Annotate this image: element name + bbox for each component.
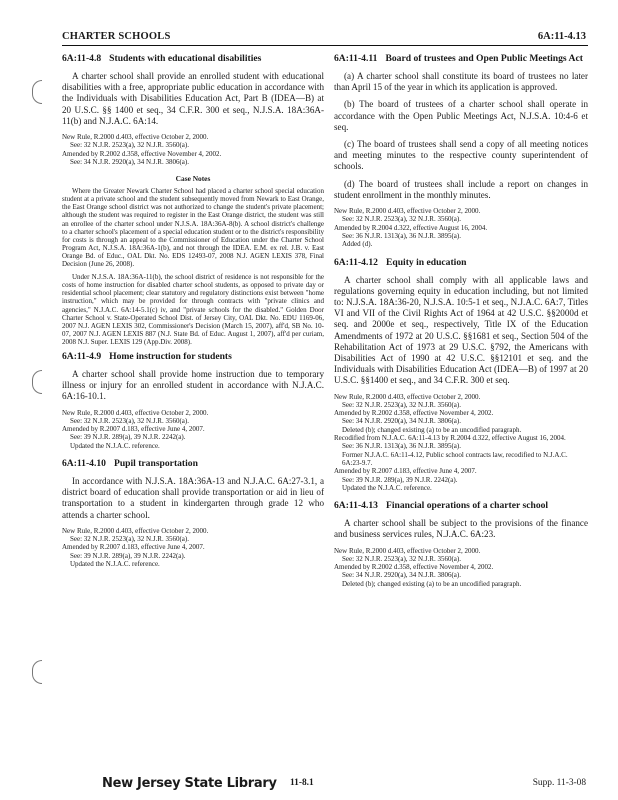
history-line: Amended by R.2007 d.183, effective June 4, 2007. (62, 425, 205, 434)
section-6a-11-4-8 (62, 53, 324, 346)
history-note (334, 547, 588, 588)
section-paragraph: (c) The board of trustees shall send a copy of all meeting notices and meeting minutes to the respective county superintendent of schools. (334, 139, 588, 172)
history-line: New Rule, R.2000 d.403, effective October 2, 2000. (62, 526, 209, 535)
history-line: See: 36 N.J.R. 1313(a), 36 N.J.R. 3895(a). (342, 231, 461, 240)
history-line: See: 32 N.J.R. 2523(a), 32 N.J.R. 3560(a). (70, 141, 189, 150)
history-line: Amended by R.2004 d.322, effective August 16, 2004. (334, 223, 488, 232)
history-line: New Rule, R.2000 d.403, effective October 2, 2000. (62, 133, 209, 142)
history-line: Deleted (b); changed existing (a) to be an uncodified paragraph. (342, 579, 522, 588)
section-heading (334, 500, 588, 512)
history-line: Amended by R.2002 d.358, effective November 4, 2002. (334, 563, 494, 572)
history-line: Added (d). (342, 240, 373, 249)
section-paragraph: A charter school shall comply with all applicable laws and regulations governing equity in education including, but not limited to: N.J.S.A. 18A:36-20, N.J.S.A. 10:5-1 et seq., N.J.A.C. 6A:7, Titles VI and VII of the Civil Rights Act of 1964 at 42 U.S.C. §§2000d et seq. and 2000e et seq., respectively, Title IX of the Education Amendments of 1972 at 20 U.S.C. §§1681 et seq., Section 504 of the Rehabilitation Act of 1973 at 29 U.S.C. §792, the Americans with Disabilities Act of 1990 at 42 U.S.C. §§12101 et seq. and the Individuals with Disabilities Education Act (IDEA—B) of 1997 at 20 U.S.C. §§1400 et seq., and 34 C.F.R. 300 et seq. (334, 274, 588, 386)
section-6a-11-4-13 (334, 500, 588, 588)
section-number: 6A:11-4.9 (62, 350, 102, 362)
section-heading (334, 53, 588, 65)
history-line: See: 34 N.J.R. 2920(a), 34 N.J.R. 3806(a). (342, 417, 461, 426)
section-number: 6A:11-4.12 (334, 256, 378, 268)
history-line: See: 32 N.J.R. 2523(a), 32 N.J.R. 3560(a). (342, 554, 461, 563)
history-note (334, 393, 588, 493)
history-note (62, 133, 324, 166)
history-line: Updated the N.J.A.C. reference. (70, 441, 160, 450)
left-column (62, 53, 324, 576)
section-title: Pupil transportation (113, 458, 198, 470)
header-rule (62, 45, 588, 46)
library-watermark: New Jersey State Library (102, 776, 277, 791)
history-line: See: 39 N.J.R. 289(a), 39 N.J.R. 2242(a). (70, 551, 186, 560)
section-number: 6A:11-4.13 (334, 500, 378, 512)
section-heading (62, 351, 324, 363)
history-note (334, 207, 588, 248)
section-paragraph: A charter school shall provide an enrolled student with educational disabilities with a free, appropriate public education in accordance with the Individuals with Disabilities Education Act, Part B (IDEA—B) at 20 U.S.C. §§ 1400 et seq., 34 C.F.R. 300 et seq., N.J.S.A. 18A:36A-11(b) and N.J.A.C. 6A:14. (62, 71, 324, 126)
history-line: Amended by R.2007 d.183, effective June 4, 2007. (334, 467, 477, 476)
section-title: Students with educational disabilities (109, 53, 262, 64)
section-title: Equity in education (385, 256, 467, 268)
section-6a-11-4-10 (62, 458, 324, 568)
section-paragraph: A charter school shall provide home instruction due to temporary illness or injury for an enrolled student in accordance with N.J.A.C. 6A:16-10.1. (62, 368, 324, 402)
section-paragraph: A charter school shall be subject to the provisions of the finance and business services rules, N.J.A.C. 6A:23. (334, 518, 588, 540)
section-number: 6A:11-4.8 (62, 53, 102, 64)
punch-hole-mark (32, 80, 42, 104)
history-line: See: 34 N.J.R. 2920(a), 34 N.J.R. 3806(a). (70, 157, 189, 166)
supplement-date: Supp. 11-3-08 (532, 778, 586, 788)
history-line: Former N.J.A.C. 6A:11-4.12, Public school contracts law, recodified to N.J.A.C. 6A:23-9.7. (342, 450, 568, 467)
case-note: Where the Greater Newark Charter School had placed a charter school special education student at a private school and the student subsequently moved from Newark to East Orange, the East Orange school district was not authorized to change the student's private placement; although the student was required to register in the East Orange district, the student was still an enrollee of the charter school under N.J.S.A. 18A:36A-8(b). A school district's challenge to a charter school's placement of a special education student or to the district's responsibility for costs is through an appeal to the Commissioner of Education under the Charter School Program Act, N.J.S.A. 18A:36A-1(b), and not through the IDEA. E.M. ex rel. J.B. v. East Orange Bd. of Educ., OAL Dkt. No. EDS 12493-07, 2008 N.J. AGEN LEXIS 378, Final Decision (June 26, 2008). (62, 187, 324, 269)
section-6a-11-4-11 (334, 53, 588, 249)
punch-hole-mark (32, 660, 42, 684)
history-line: See: 34 N.J.R. 2920(a), 34 N.J.R. 3806(a). (342, 571, 461, 580)
running-header-section: 6A:11-4.13 (537, 31, 586, 42)
history-line: Amended by R.2002 d.358, effective November 4, 2002. (334, 409, 494, 418)
section-paragraph: In accordance with N.J.S.A. 18A:36A-13 and N.J.A.C. 6A:27-3.1, a district board of education shall provide transportation or aid in lieu of transportation to a student in kindergarten through grade 12 who attends a charter school. (62, 476, 324, 520)
section-paragraph: (a) A charter school shall constitute its board of trustees no later than April 15 of the year in which its application is approved. (334, 71, 588, 93)
history-line: See: 32 N.J.R. 2523(a), 32 N.J.R. 3560(a). (342, 400, 461, 409)
case-note: Under N.J.S.A. 18A:36A-11(b), the school district of residence is not responsible for the costs of home instruction for disabled charter school students, as opposed to private day or residential school placement; clear statutory and regulatory distinctions exist between "home instruction," which may be provided for through contracts with "private clinics and agencies," N.J.A.C. 6A:14-5.1(c) iv, and "private schools for the disabled." Golden Door Charter School v. State-Operated School Dist. of Jersey City, OAL Dkt. No. EDU 1169-06, 2007 N.J. AGEN LEXIS 302, Commissioner's Decision (March 15, 2007), aff'd, SB No. 10-07, 2007 N.J. AGEN LEXIS 887 (N.J. State Bd. of Educ. August 1, 2007), aff'd per curiam, 2008 N.J. Super. LEXIS 129 (App.Div. 2008). (62, 273, 324, 346)
section-6a-11-4-12 (334, 257, 588, 493)
section-title: Financial operations of a charter school (385, 500, 549, 512)
section-paragraph: (b) The board of trustees of a charter school shall operate in accordance with the Open Public Meetings Act, N.J.S.A. 10:4-6 et seq. (334, 99, 588, 132)
section-heading (62, 458, 324, 470)
section-heading (334, 257, 588, 269)
history-line: New Rule, R.2000 d.403, effective October 2, 2000. (334, 546, 481, 555)
right-column (334, 53, 588, 596)
history-line: See: 36 N.J.R. 1313(a), 36 N.J.R. 3895(a). (342, 442, 461, 451)
history-note (62, 527, 324, 568)
history-line: New Rule, R.2000 d.403, effective October 2, 2000. (334, 207, 481, 216)
history-line: See: 32 N.J.R. 2523(a), 32 N.J.R. 3560(a). (70, 416, 189, 425)
history-line: New Rule, R.2000 d.403, effective October 2, 2000. (62, 408, 209, 417)
case-notes-heading: Case Notes (175, 174, 211, 184)
punch-hole-mark (32, 370, 42, 394)
history-line: Amended by R.2002 d.358, effective November 4, 2002. (62, 149, 222, 158)
history-line: See: 39 N.J.R. 289(a), 39 N.J.R. 2242(a). (70, 433, 186, 442)
history-line: See: 32 N.J.R. 2523(a), 32 N.J.R. 3560(a). (70, 535, 189, 544)
history-line: Amended by R.2007 d.183, effective June 4, 2007. (62, 543, 205, 552)
section-paragraph: (d) The board of trustees shall include a report on changes in student enrollment in the monthly minutes. (334, 178, 588, 200)
section-title: Home instruction for students (109, 350, 232, 362)
section-title: Board of trustees and Open Public Meetings Act (385, 53, 583, 64)
history-line: Updated the N.J.A.C. reference. (342, 483, 432, 492)
history-line: Updated the N.J.A.C. reference. (70, 560, 160, 569)
section-heading (62, 53, 324, 65)
history-line: See: 32 N.J.R. 2523(a), 32 N.J.R. 3560(a). (342, 215, 461, 224)
history-note (62, 409, 324, 450)
history-line: Recodified from N.J.A.C. 6A:11-4.13 by R.2004 d.322, effective August 16, 2004. (334, 434, 566, 443)
section-number: 6A:11-4.10 (62, 458, 106, 470)
section-6a-11-4-9 (62, 351, 324, 450)
history-line: See: 39 N.J.R. 289(a), 39 N.J.R. 2242(a). (342, 475, 458, 484)
history-line: New Rule, R.2000 d.403, effective October 2, 2000. (334, 392, 481, 401)
section-number: 6A:11-4.11 (334, 53, 378, 64)
history-line: Deleted (b); changed existing (a) to be an uncodified paragraph. (342, 425, 522, 434)
page-number: 11-8.1 (290, 778, 314, 788)
running-header-title: CHARTER SCHOOLS (62, 31, 171, 42)
